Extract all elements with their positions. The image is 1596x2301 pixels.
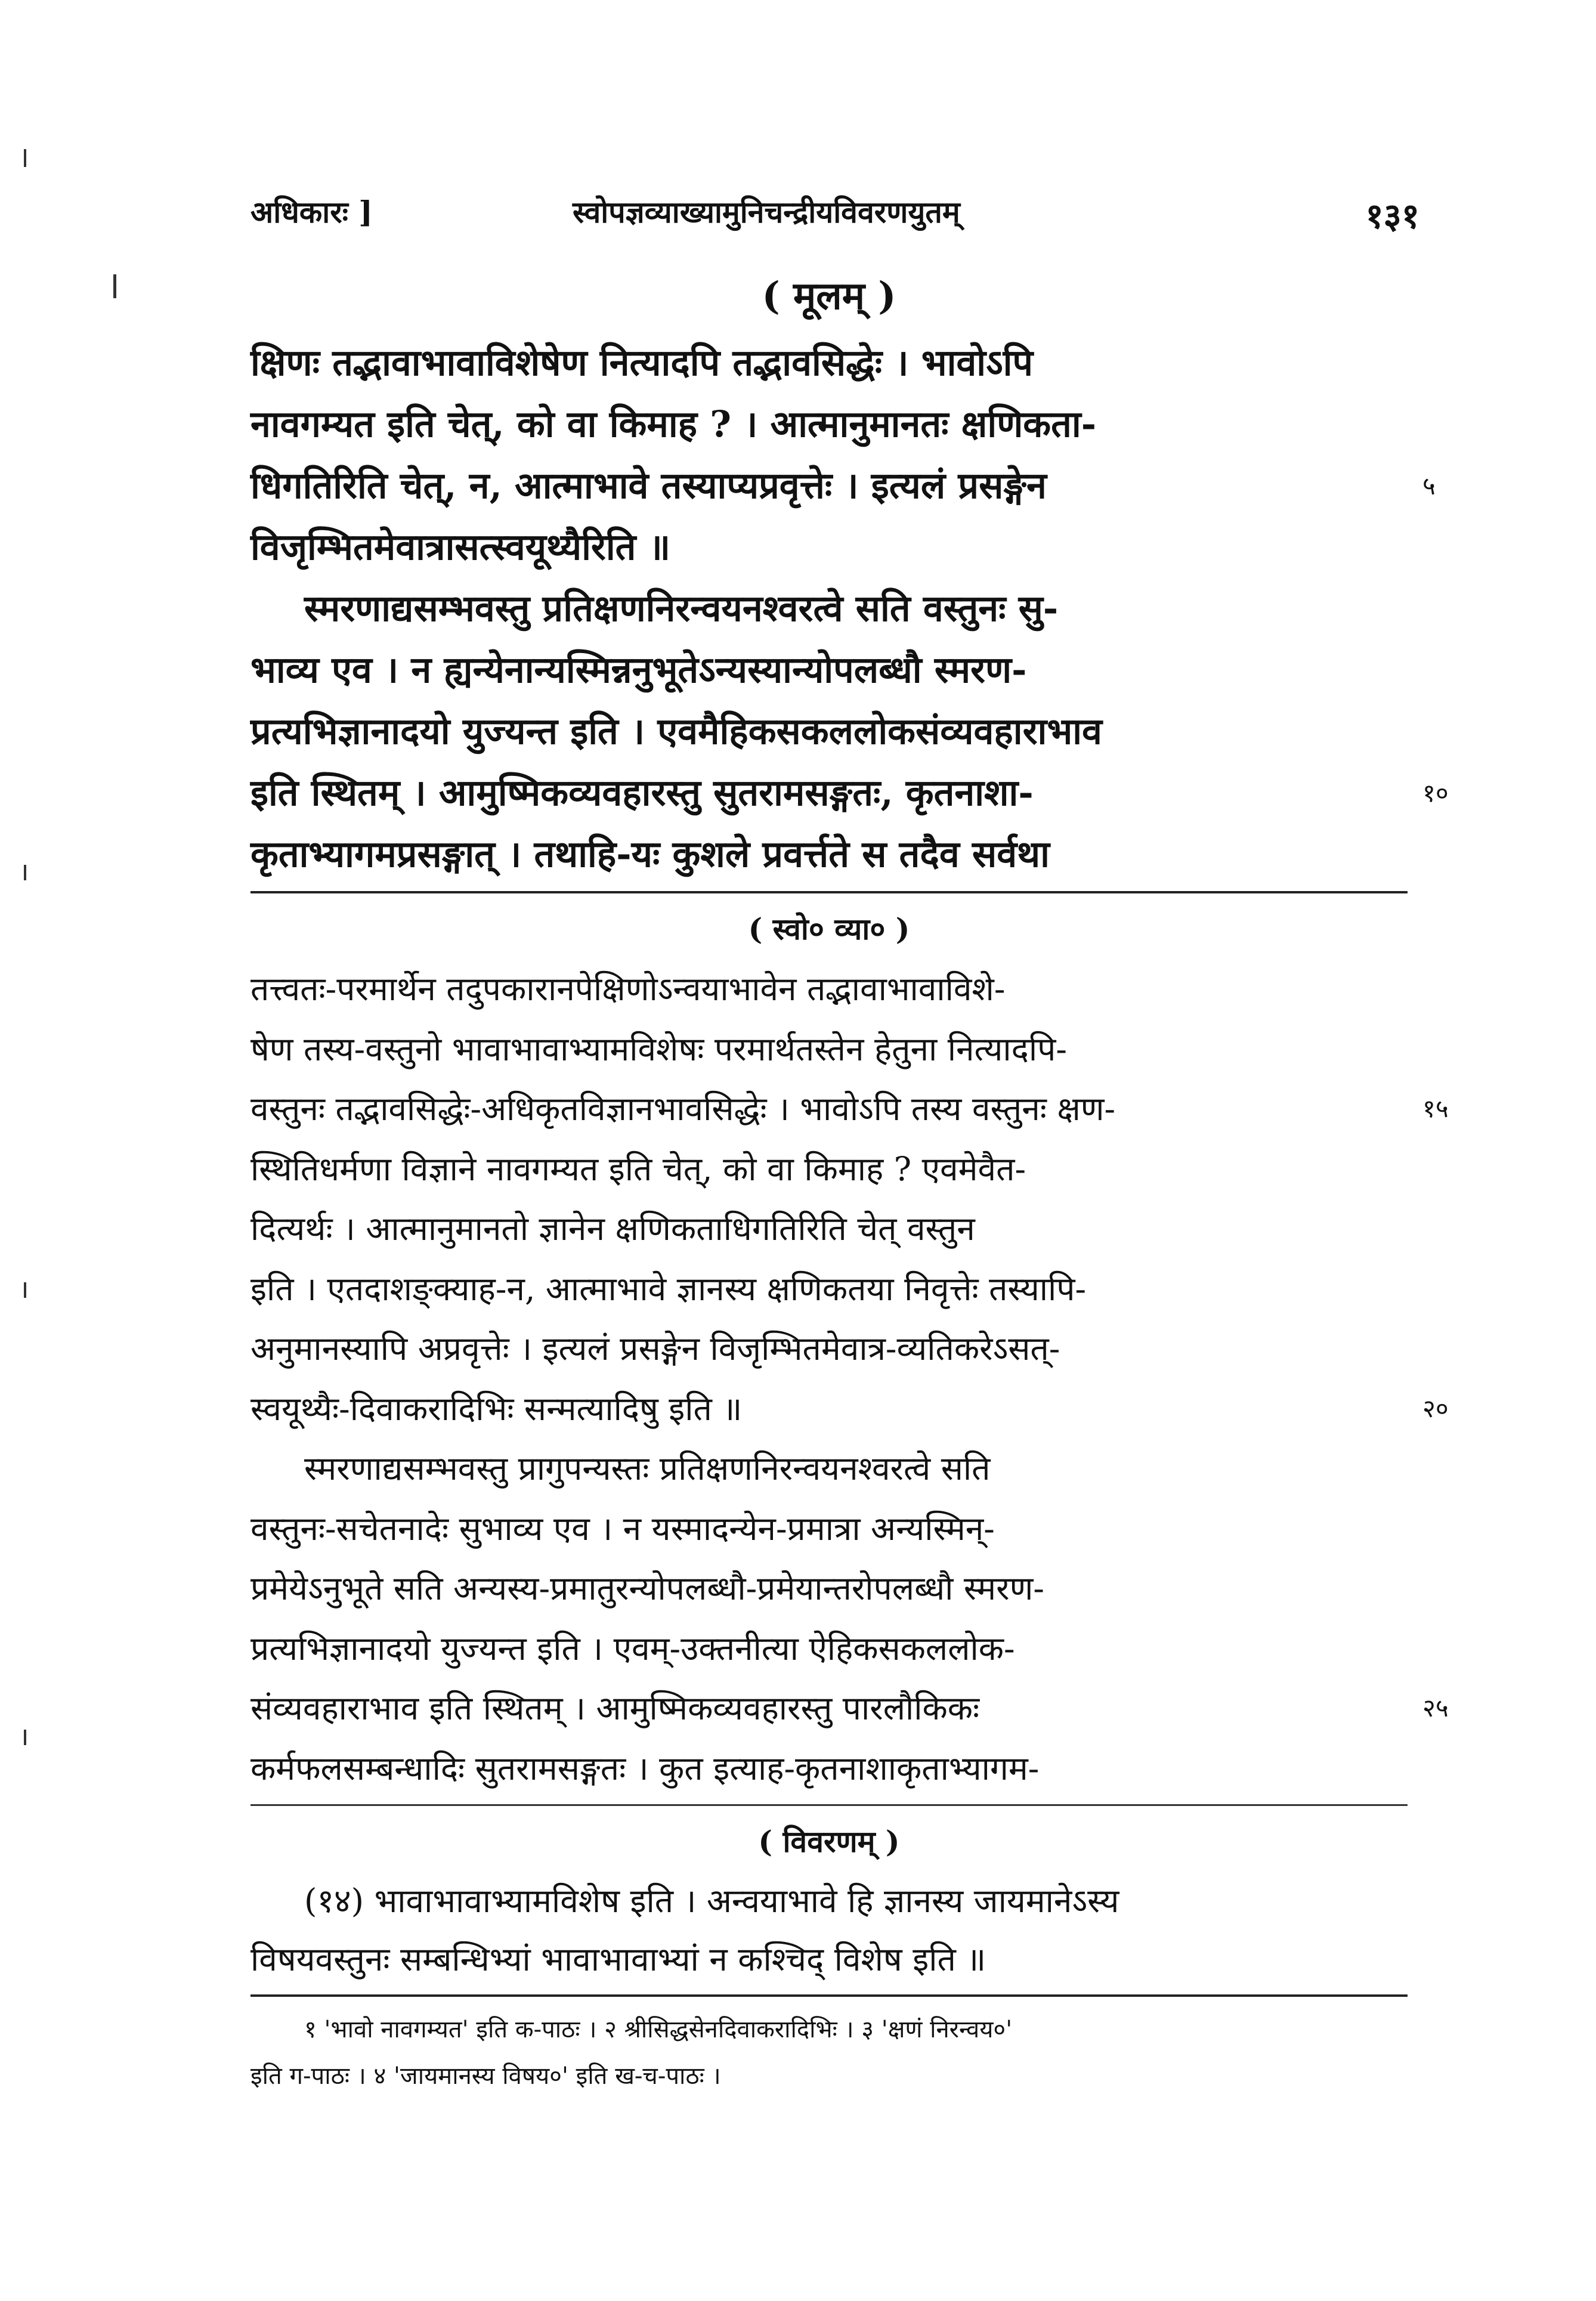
mula-line: प्रत्यभिज्ञानादयो युज्यन्त इति । एवमैहिकसकललोकसंव्यवहाराभाव bbox=[250, 710, 1102, 753]
vivarana-line: विषयवस्तुनः सम्बन्धिभ्यां भावाभावाभ्यां न कश्चिद् विशेष इति ॥ bbox=[250, 1940, 986, 1978]
footnotes bbox=[250, 2006, 1408, 2099]
tika-line: दित्यर्थः । आत्मानुमानतो ज्ञानेन क्षणिकताधिगतिरिति चेत् वस्तुन bbox=[250, 1210, 975, 1248]
tika-line: तत्त्वतः-परमार्थेन तदुपकारानपेक्षिणोऽन्वयाभावेन तद्भावाभावाविशे- bbox=[250, 970, 1006, 1008]
section-divider bbox=[250, 1804, 1408, 1806]
header-title: स्वोपज्ञव्याख्यामुनिचन्द्रीयविवरणयुतम् bbox=[573, 194, 960, 230]
line-number: १० bbox=[1422, 778, 1449, 808]
tika-section bbox=[250, 908, 1449, 1798]
tika-line: स्मरणाद्यसम्भवस्तु प्रागुपन्यस्तः प्रतिक्षणनिरन्वयनश्वरत्वे सति bbox=[304, 1449, 991, 1487]
footnote-divider bbox=[250, 1994, 1408, 1997]
tika-line: प्रमेयेऽनुभूते सति अन्यस्य-प्रमातुरन्योपलब्धौ-प्रमेयान्तरोपलब्धौ स्मरण- bbox=[250, 1569, 1045, 1607]
tika-line: षेण तस्य-वस्तुनो भावाभावाभ्यामविशेषः परमार्थतस्तेन हेतुना नित्यादपि- bbox=[250, 1029, 1067, 1068]
tika-line: प्रत्यभिज्ञानादयो युज्यन्त इति । एवम्-उक्तनीत्या ऐहिकसकललोक- bbox=[250, 1629, 1015, 1668]
tika-line: संव्यवहाराभाव इति स्थितम् । आमुष्मिकव्यवहारस्तु पारलौकिकः २५ bbox=[250, 1678, 1408, 1739]
mula-title: ( मूलम् ) bbox=[762, 274, 896, 318]
header-chapter: अधिकारः ] bbox=[250, 194, 373, 230]
tika-line: वस्तुनः-सचेतनादेः सुभाव्य एव । न यस्मादन्येन-प्रमात्रा अन्यस्मिन्- bbox=[250, 1509, 995, 1548]
running-header bbox=[250, 191, 1419, 245]
tika-title: ( स्वो० व्या० ) bbox=[748, 911, 910, 947]
mula-line: कृताभ्यागमप्रसङ्गात् । तथाहि-यः कुशले प्रवर्त्तते स तदैव सर्वथा bbox=[250, 833, 1050, 876]
footnote-line: १ 'भावो नावगम्यत' इति क-पाठः । २ श्रीसिद्धसेनदिवाकरादिभिः । ३ 'क्षणं निरन्वय०' bbox=[304, 2016, 1013, 2043]
line-number: २० bbox=[1422, 1393, 1449, 1423]
tika-line: वस्तुनः तद्भावसिद्धेः-अधिकृतविज्ञानभावसिद्धेः । भावोऽपि तस्य वस्तुनः क्षण- १५ bbox=[250, 1079, 1408, 1139]
scan-edge-marks bbox=[0, 0, 119, 2301]
tika-line: स्थितिधर्मणा विज्ञाने नावगम्यत इति चेत्, को वा किमाह ? एवमेवैत- bbox=[250, 1149, 1026, 1188]
vivarana-line: (१४) भावाभावाभ्यामविशेष इति । अन्वयाभावे हि ज्ञानस्य जायमानेऽस्य bbox=[304, 1882, 1119, 1920]
book-page bbox=[250, 191, 1449, 2099]
line-number: २५ bbox=[1422, 1693, 1449, 1722]
line-number: ५ bbox=[1422, 471, 1436, 500]
mula-line: धिगतिरिति चेत्, न, आत्माभावे तस्याप्यप्रवृत्तेः । इत्यलं प्रसङ्गेन ५ bbox=[250, 455, 1408, 517]
vivarana-section bbox=[250, 1820, 1408, 1988]
mula-section bbox=[250, 268, 1449, 885]
mula-line: स्मरणाद्यसम्भवस्तु प्रतिक्षणनिरन्वयनश्वरत्वे सति वस्तुनः सु- bbox=[304, 587, 1059, 630]
line-number: १५ bbox=[1422, 1094, 1449, 1123]
tika-line: अनुमानस्यापि अप्रवृत्तेः । इत्यलं प्रसङ्गेन विजृम्भितमेवात्र-व्यतिकरेऽसत्- bbox=[250, 1329, 1060, 1368]
tika-line: स्वयूथ्यैः-दिवाकरादिभिः सन्मत्यादिषु इति ॥ २० bbox=[250, 1379, 1408, 1439]
footnote-line: इति ग-पाठः । ४ 'जायमानस्य विषय०' इति ख-च-पाठः । bbox=[250, 2062, 721, 2090]
tika-line: इति । एतदाशङ्क्याह-न, आत्माभावे ज्ञानस्य क्षणिकतया निवृत्तेः तस्यापि- bbox=[250, 1269, 1087, 1308]
mula-line: क्षिणः तद्भावाभावाविशेषेण नित्यादपि तद्भावसिद्धेः । भावोऽपि bbox=[250, 342, 1034, 384]
tika-line: कर्मफलसम्बन्धादिः सुतरामसङ्गतः । कुत इत्याह-कृतनाशाकृताभ्यागम- bbox=[250, 1749, 1040, 1787]
section-divider bbox=[250, 891, 1408, 893]
page-number: १३१ bbox=[1365, 196, 1419, 236]
vivarana-title: ( विवरणम् ) bbox=[758, 1824, 900, 1859]
mula-line: विजृम्भितमेवात्रासत्स्वयूथ्यैरिति ॥ bbox=[250, 526, 671, 568]
mula-line: नावगम्यत इति चेत्, को वा किमाह ? । आत्मानुमानतः क्षणिकता- bbox=[250, 403, 1097, 446]
mula-line: भाव्य एव । न ह्यन्येनान्यस्मिन्ननुभूतेऽन्यस्यान्योपलब्धौ स्मरण- bbox=[250, 649, 1027, 691]
mula-line: इति स्थितम् । आमुष्मिकव्यवहारस्तु सुतरामसङ्गतः, कृतनाशा- १० bbox=[250, 762, 1408, 824]
